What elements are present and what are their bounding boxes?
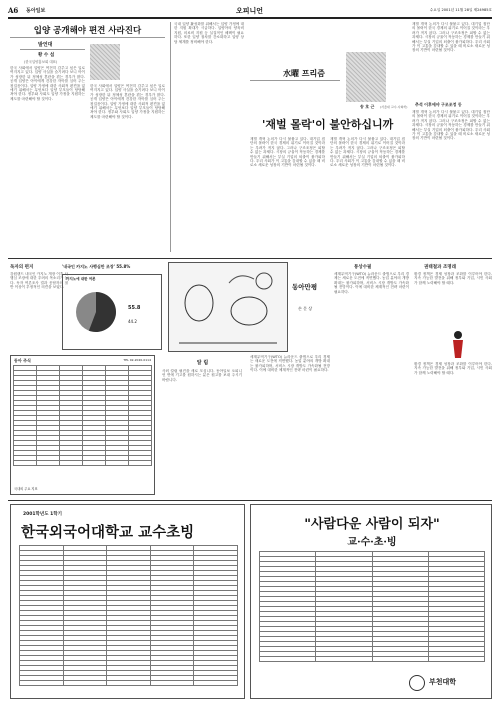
masthead-rule <box>8 17 492 19</box>
poll-chart <box>62 274 162 350</box>
cartoon-drawing <box>169 263 287 351</box>
feature-body-col2: 재벌 개혁 논의가 다시 불붙고 있다. 대기업 집단의 몰락이 한국 경제의 위기로 이어질 것이라는 우려가 적지 않다. 그러나 구조조정은 피할 수 없는 과제다. 시장의 규율이 작동하는 경제를 만들기 위해서는 부실 기업의 퇴출이 불가피하다. 우리 사회가 이 고통을 감내할 수 있을 때 비로소 새로운 성장의 기반이 마련될 것이다. <box>330 137 405 168</box>
feature-body-col1: 재벌 개혁 논의가 다시 불붙고 있다. 대기업 집단의 몰락이 한국 경제의 위기로 이어질 것이라는 우려가 적지 않다. 그러나 구조조정은 피할 수 없는 과제다. 시장의 규율이 작동하는 경제를 만들기 위해서는 부실 기업의 퇴출이 불가피하다. 우리 사회가 이 고통을 감내할 수 있을 때 비로소 새로운 성장의 기반이 마련될 것이다. <box>250 137 325 168</box>
editorial-label: 발언대 <box>38 42 53 48</box>
stock-bottom: 국내외 주요 지표 <box>14 487 38 491</box>
column-divider <box>170 22 171 252</box>
quote-label: 권태철과 조명래 <box>424 265 456 270</box>
section-rule <box>8 258 492 259</box>
feature-body-col3: 재벌 개혁 논의가 다시 불붙고 있다. 대기업 집단의 몰락이 한국 경제의 위기로 이어질 것이라는 우려가 적지 않다. 그러나 구조조정은 피할 수 없는 과제다. 시장의 규율이 작동하는 경제를 만들기 위해서는 부실 기업의 퇴출이 불가피하다. 우리 사회가 이 고통을 감내할 수 있을 때 비로소 새로운 성장의 기반이 마련될 것이다. <box>412 110 490 141</box>
editorial-byline: 황 수 섭 <box>38 53 55 58</box>
middle-article: 국내 입양 활성화를 위해서는 입양 가정에 대한 지원 확대가 시급하다. 입양아의 양육비 지원, 의료비 지원 등 실질적인 혜택이 필요하다. 또한 입양 절차를 간소화하고 입양 상담 체계를 정비해야 한다. <box>174 22 244 44</box>
ad-left-table <box>19 545 238 693</box>
cartoon <box>168 262 288 352</box>
quote-body: 환경 정책은 경제 성장과 조화를 이루어야 한다. 지속 가능한 발전을 위해 정부와 기업, 시민 사회가 함께 노력해야 할 때다. <box>414 272 492 285</box>
editorial-block <box>10 22 165 257</box>
ad-rule <box>8 500 492 501</box>
feature-byline: 송 호 근 <box>360 104 375 109</box>
feature-byline-sub: (서울대 교수·사회학) <box>380 105 408 109</box>
ad-right-grid <box>259 551 485 662</box>
notice-block <box>160 355 245 495</box>
opinion-right-col1: 세계무역기구(WTO) 뉴라운드 출범으로 우리 경제는 새로운 도전에 직면했다. 농업 분야의 개방 확대는 불가피하며, 서비스 시장 개방도 가속화될 전망이다. 이에 대비한 체계적인 전략 마련이 필요하다. <box>334 272 409 294</box>
masthead <box>8 6 492 16</box>
ad-right-subtitle: 교·수·초·빙 <box>347 537 397 548</box>
editorial-title: 입양 공개해야 편견 사라진다 <box>33 26 142 36</box>
ad-right-title: "사람다운 사람이 되자" <box>304 517 440 532</box>
poll-pie <box>71 287 121 337</box>
letters-body: 강원랜드 내국인 카지노 개장 이후 사행심 조장에 대한 우려의 목소리가 높다. 독자 여론조사 결과 응답자의 절반 이상이 부정적인 의견을 보였다. <box>10 272 68 290</box>
divider <box>10 37 165 38</box>
feature-title: '재벌 몰락'이 불안하십니까 <box>262 118 394 131</box>
divider <box>20 49 85 50</box>
issue-date: 수요일 2001년 11월 28일 제24985호 <box>429 8 492 12</box>
ad-right-table <box>259 551 485 669</box>
ad-right-school: 부천대학 <box>429 677 457 686</box>
page-number: A6 <box>8 6 19 15</box>
cartoon-author: 손 문 상 <box>298 306 313 311</box>
stock-grid <box>13 365 152 475</box>
paper-name: 동아일보 <box>26 8 46 14</box>
poll-label: 카지노에 대한 여론 <box>66 277 96 281</box>
stock-title: 동아 주식 <box>14 358 31 363</box>
stock-table <box>10 355 155 495</box>
editorial-byline-sub: (한국입양홍보회 대표) <box>24 60 58 64</box>
stock-grid-table <box>13 365 152 466</box>
letters-label: 독자의 편지 <box>10 265 34 270</box>
opinion-right-block <box>334 262 492 497</box>
author-photo <box>90 44 120 80</box>
quote-figure <box>449 330 467 360</box>
ad-left-top: 2001학년도 1학기 <box>23 512 62 517</box>
editorial-body-col2: 한국 사회에서 입양은 여전히 감추고 싶은 일로 여겨지고 있다. 입양 사실을 숨기려다 보니 아이가 성장한 뒤 정체성 혼란을 겪는 경우가 많다. 공개 입양은 아이에게 건강한 자아를 심어 주는 첫걸음이다. 입양 가정에 대한 사회적 편견을 없애기 위해서는 무엇보다 입양 부모들이 당당해져야 한다. 정부와 사회도 입양 가정을 지원하는 제도를 마련해야 할 것이다. <box>90 84 165 119</box>
notice-body: 사외 칼럼 필진을 새로 모십니다. 동아일보 오피니언 면에 기고를 원하시는 분은 원고를 보내 주시기 바랍니다. <box>162 369 242 382</box>
poll-title: '내국인 카지노 사행심만 조장' 55.8% <box>62 264 131 269</box>
poll-block <box>62 262 162 352</box>
feature-subhead: 추석 이후에야 구조조정 등 <box>415 102 462 107</box>
quote-body-2: 환경 정책은 경제 성장과 조화를 이루어야 한다. 지속 가능한 발전을 위해 정부와 기업, 시민 사회가 함께 노력해야 할 때다. <box>414 362 492 375</box>
cartoon-masthead-box <box>292 262 330 352</box>
poll-value-for: 44.2 <box>128 319 137 324</box>
ad-left-title: 한국외국어대학교 교수초빙 <box>21 524 195 541</box>
feature-body-top: 재벌 개혁 논의가 다시 불붙고 있다. 대기업 집단의 몰락이 한국 경제의 위기로 이어질 것이라는 우려가 적지 않다. 그러나 구조조정은 피할 수 없는 과제다. 시장의 규율이 작동하는 경제를 만들기 위해서는 부실 기업의 퇴출이 불가피하다. 우리 사회가 이 고통을 감내할 수 있을 때 비로소 새로운 성장의 기반이 마련될 것이다. <box>412 22 490 53</box>
feature-label: 水曜 프리즘 <box>283 68 325 78</box>
editorial-body: 한국 사회에서 입양은 여전히 감추고 싶은 일로 여겨지고 있다. 입양 사실을 숨기려다 보니 아이가 성장한 뒤 정체성 혼란을 겪는 경우가 많다. 공개 입양은 아이에게 건강한 자아를 심어 주는 첫걸음이다. 입양 가정에 대한 사회적 편견을 없애기 위해서는 무엇보다 입양 부모들이 당당해져야 한다. 정부와 사회도 입양 가정을 지원하는 제도를 마련해야 할 것이다. <box>10 66 85 101</box>
opinion-right-label: 통상수필 <box>354 265 372 270</box>
cartoon-masthead: 동아만평 <box>292 283 318 291</box>
divider <box>250 80 340 81</box>
section-title: 오피니언 <box>236 6 264 15</box>
columnist-photo <box>346 52 386 102</box>
ad-right <box>250 504 492 699</box>
ad-left-grid <box>19 545 238 686</box>
school-seal-icon <box>409 675 425 691</box>
ad-left <box>10 504 245 699</box>
feature-block <box>250 22 492 254</box>
poll-value-against: 55.8 <box>128 305 141 311</box>
stock-subtitle: TEL 02-2020-0114 <box>123 358 151 362</box>
notice-title: 알 림 <box>196 360 209 366</box>
middle-lower-article: 세계무역기구(WTO) 뉴라운드 출범으로 우리 경제는 새로운 도전에 직면했다. 농업 분야의 개방 확대는 불가피하며, 서비스 시장 개방도 가속화될 전망이다. 이에 대비한 체계적인 전략 마련이 필요하다. <box>250 355 330 373</box>
